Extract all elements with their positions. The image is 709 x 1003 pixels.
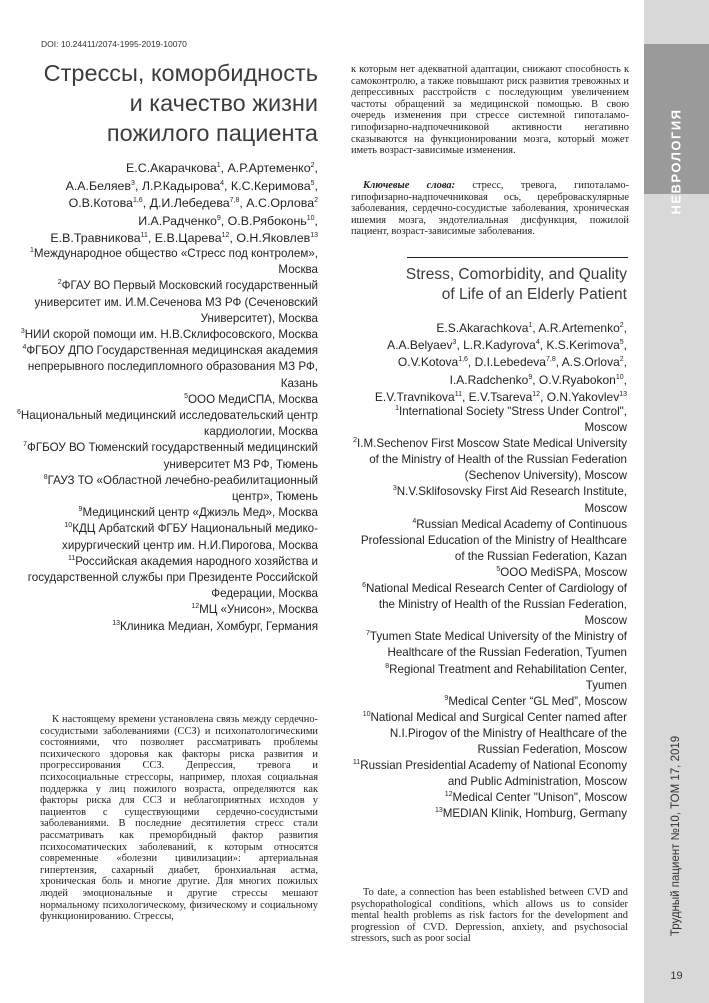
keywords-label: Ключевые слова: [363, 180, 456, 191]
divider [407, 257, 628, 258]
authors-ru: Е.С.Акарачкова$^1$, А.Р.Артеменко$^2$, А.А.Беляев$^3$, Л.Р.Кадырова$^4$, К.С.Керимова$^5$, О.В.Котова$^{1,6}$, Д.И.Лебедева$^{7,8}$, А.С.Орлова$^2$ И.А.Радченко$^9$, О.В.Рябоконь$^{10}$, Е.В.Травникова$^{11}$, Е.В.Царева$^{12}$, О.Н.Яковлев$^{13}$ [50, 161, 318, 246]
affiliation: $^{10}$КДЦ Арбатский ФГБУ Национальный медико-хирургический центр им. Н.И.Пирогова, Москва [62, 522, 318, 552]
section-topic: НЕВРОЛОГИЯ [668, 108, 684, 215]
affiliation: $^6$Национальный медицинский исследовательский центр кардиологии, Москва [16, 409, 318, 439]
title-line: пожилого пациента [106, 120, 318, 146]
affiliation: $^5$ООО МедиСПА, Москва [184, 392, 318, 406]
doi: DOI: 10.24411/2074-1995-2019-10070 [41, 39, 187, 49]
affiliations-en [351, 404, 627, 822]
affiliation: $^3$N.V.Sklifosovsky First Aid Research Institute, Moscow [392, 485, 627, 515]
affiliation: $^9$Медицинский центр «Джиэль Мед», Москва [78, 506, 318, 520]
title-line: of Life of an Elderly Patient [441, 286, 627, 303]
title-line: Stress, Comorbidity, and Quality [405, 266, 627, 283]
affiliation: $^4$ФГБОУ ДПО Государственная медицинская академия непрерывного последипломного образования МЗ РФ, Казань [22, 344, 318, 390]
affiliation: $^{11}$Российская академия народного хозяйства и государственной службы при Президенте Российской Федерации, Москва [27, 554, 318, 601]
affiliation: $^9$Medical Center “GL Med”, Moscow [444, 694, 627, 708]
affiliation: $^{13}$Клиника Медиан, Хомбург, Германия [112, 619, 318, 633]
article-title-ru [20, 58, 318, 148]
affiliation: $^7$Tyumen State Medical University of the Ministry of Healthcare of the Russian Federation, Tyumen [366, 630, 627, 660]
title-line: и качество жизни [129, 90, 318, 116]
affiliation: $^2$I.M.Sechenov First Moscow State Medical University of the Ministry of Health of the Russian Federation (Sechenov University), Moscow [353, 437, 627, 483]
affiliation: $^{10}$National Medical and Surgical Center named after N.I.Pirogov of the Ministry of Healthcare of the Russian Federation, Moscow [362, 710, 627, 756]
title-line: Стрессы, коморбидность [43, 60, 318, 86]
journal-reference: Трудный пациент №10, ТОМ 17, 2019 [670, 735, 682, 937]
affiliation: $^7$ФГБОУ ВО Тюменский государственный медицинский университет МЗ РФ, Тюмень [23, 441, 318, 471]
abstract-ru-continued: к которым нет адекватной адаптации, снижают способность к самоконтролю, а также повышают риск развития тревожных и депрессивных расстройств с последующим увеличением частоты обращений за медицинской помощью. В свою очередь изменения при стрессе системной гипоталамо-гипофизарно-надпочечниковой активности негативно сказываются на функционировании мозга, который может иметь возраст-зависимые изменения. [351, 64, 629, 157]
keywords-text: стресс, тревога, гипоталамо-гипофизарно-надпочечниковая ось, цереброваскулярные заболевания, сердечно-сосудистые заболевания, хроническая ишемия мозга, эндотелиальная дисфункция, пожилой пациент, возраст-зависимые заболевания. [351, 180, 629, 238]
affiliation: $^6$National Medical Research Center of Cardiology of the Ministry of Health of the Russian Federation, Moscow [362, 582, 627, 628]
affiliation: $^1$International Society "Stress Under Control", Moscow [395, 405, 627, 435]
abstract-en: To date, a connection has been established between CVD and psychopathological conditions, which allows us to consider mental health problems as risk factors for the development and progression of CVD. Depression, anxiety, and psychosocial stressors, such as poor social [351, 887, 628, 945]
affiliation: $^3$НИИ скорой помощи им. Н.В.Склифосовского, Москва [20, 328, 318, 342]
page-number: 19 [670, 970, 683, 982]
affiliation: $^5$OOO MediSPA, Moscow [496, 565, 627, 579]
keywords-ru [351, 180, 629, 238]
article-title-en [351, 265, 627, 305]
affiliation: $^4$Russian Medical Academy of Continuous Professional Education of the Ministry of Healthcare of the Russian Federation, Kazan [360, 517, 627, 563]
affiliation: $^{12}$Medical Center "Unison", Moscow [444, 791, 627, 805]
affiliation: $^{11}$Russian Presidential Academy of National Economy and Public Administration, Moscow [352, 759, 627, 789]
section-sidebar [644, 0, 709, 1003]
authors-en: E.S.Akarachkova$^1$, A.R.Artemenko$^2$, A.A.Belyaev$^3$, L.R.Kadyrova$^4$, K.S.Kerimova$^5$, O.V.Kotova$^{1,6}$, D.I.Lebedeva$^{7,8}$, A.S.Orlova$^2$, I.A.Radchenko$^9$, O.V.Ryabokon$^{10}$, E.V.Travnikova$^{11}$, E.V.Tsareva$^{12}$, O.N.Yakovlev$^{13}$ [374, 321, 627, 404]
section-tab [644, 44, 709, 215]
affiliation: $^2$ФГАУ ВО Первый Московский государственный университет им. И.М.Сеченова МЗ РФ (Сеченовский Университет), Москва [34, 279, 318, 325]
affiliation: $^8$ГАУЗ ТО «Областной лечебно-реабилитационный центр», Тюмень [43, 473, 318, 504]
affiliation: $^1$Международное общество «Стресс под контролем», Москва [29, 247, 318, 277]
affiliation: $^{13}$MEDIAN Klinik, Homburg, Germany [434, 807, 627, 821]
affiliations-ru [10, 246, 318, 635]
affiliation: $^{12}$МЦ «Унисон», Москва [191, 603, 318, 617]
abstract-ru: К настоящему времени установлена связь между сердечно-сосудистыми заболеваниями (ССЗ) и психопатологическими состояниями, что позволяет рассматривать проблемы психического здоровья как факторы риска развития и прогрессирования ССЗ. Депрессия, тревога и психосоциальные стрессоры, например, плохая социальная поддержка у лиц пожилого возраста, определяются как факторы риска для ССЗ и неблагоприятных исходов у пациентов с существующими сердечно-сосудистыми заболеваниями. В последние десятилетия стресс стали рассматривать как преморбидный фактор развития психосоматических заболеваний, к которым относятся современные «болезни цивилизации»: артериальная гипертензия, сахарный диабет, бронхиальная астма, хроническая боль и многие другие. Для многих пожилых людей эмоциональные и другие стрессы мешают нормальному психологическому, физическому и социальному функционированию. Стрессы, [40, 714, 318, 923]
affiliation: $^8$Regional Treatment and Rehabilitation Center, Tyumen [385, 662, 627, 692]
